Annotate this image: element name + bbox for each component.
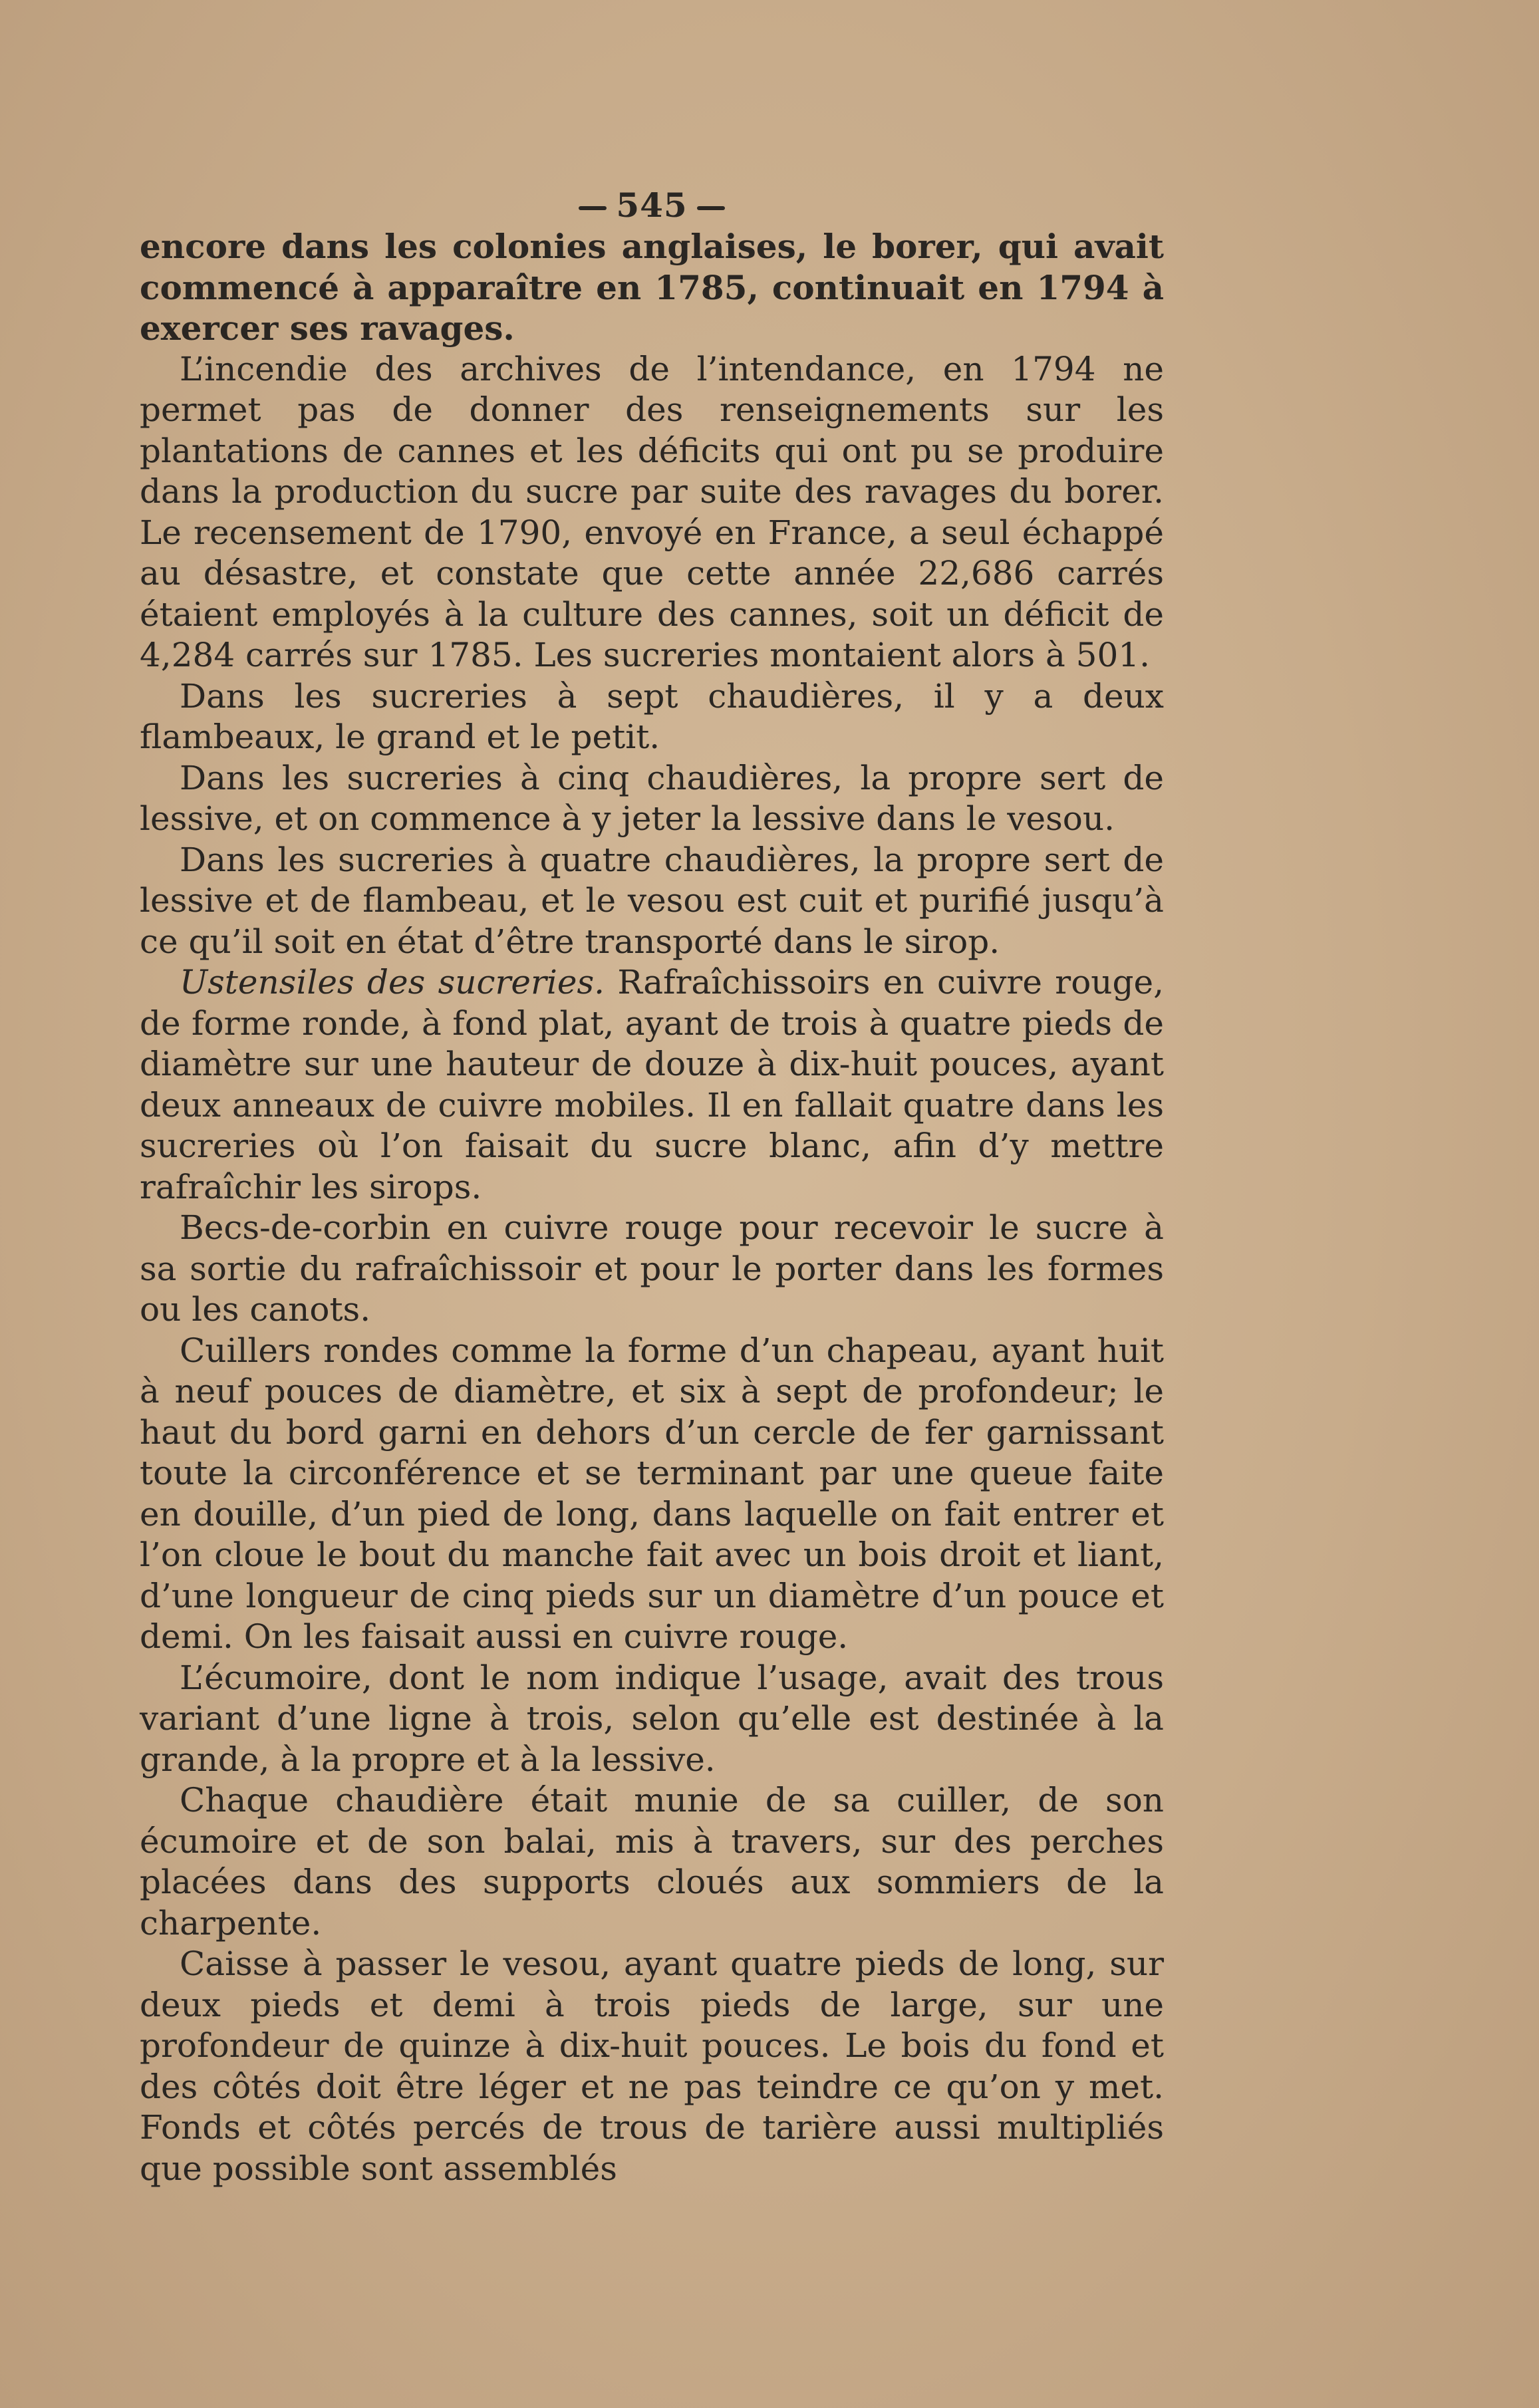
paragraph: L’écumoire, dont le nom indique l’usage, avait des trous variant d’une ligne à trois, selon qu’elle est destinée à la grande, à la propre et à la lessive. [140,1658,1164,1779]
paragraph: Caisse à passer le vesou, ayant quatre pieds de long, sur deux pieds et demi à trois pieds de large, sur une profondeur de quinze à dix-huit pouces. Le bois du fond et des côtés doit être léger et ne pas teindre ce qu’on y met. Fonds et côtés percés de trous de tarière aussi multipliés que possible sont assemblés [140,1944,1164,2188]
section-lead: Ustensiles des sucreries. [180,963,605,1002]
paragraph: Dans les sucreries à sept chaudières, il y a deux flambeaux, le grand et le petit. [140,676,1164,756]
paragraph: Becs-de-corbin en cuivre rouge pour recevoir le sucre à sa sortie du rafraîchissoir et pour le porter dans les formes ou les canots. [140,1208,1164,1329]
paragraph: Chaque chaudière était munie de sa cuiller, de son écumoire et de son balai, mis à travers, sur des perches placées dans des supports cloués aux sommiers de la charpente. [140,1781,1164,1942]
paragraph: Cuillers rondes comme la forme d’un chapeau, ayant huit à neuf pouces de diamètre, et six à sept de profondeur; le haut du bord garni en dehors d’un cercle de fer garnissant toute la circonférence et se terminant par une queue faite en douille, d’un pied de long, dans laquelle on fait entrer et l’on cloue le bout du manche fait avec un bois droit et liant, d’une longueur de cinq pieds sur un diamètre d’un pouce et demi. On les faisait aussi en cuivre rouge. [140,1331,1164,1656]
paragraph: Dans les sucreries à cinq chaudières, la propre sert de lessive, et on commence à y jeter la lessive dans le vesou. [140,758,1164,838]
folio-number: 545 [616,186,688,225]
paragraph: L’incendie des archives de l’intendance, en 1794 ne permet pas de donner des renseignements sur les plantations de cannes et les déficits qui ont pu se produire dans la production du sucre par suite des ravages du borer. Le recensement de 1790, envoyé en France, a seul échappé au désastre, et constate que cette année 22,686 carrés étaient employés à la culture des cannes, soit un déficit de 4,284 carrés sur 1785. Les sucreries montaient alors à 501. [140,349,1164,674]
page-text [140,186,1164,2189]
paragraph: encore dans les colonies anglaises, le borer, qui avait commencé à apparaître en 1785, continuait en 1794 à exercer ses ravages. [140,227,1164,348]
folio-dash-left [579,206,607,210]
paragraph: Dans les sucreries à quatre chaudières, la propre sert de lessive et de flambeau, et le vesou est cuit et purifié jusqu’à ce qu’il soit en état d’être transporté dans le sirop. [140,840,1164,961]
paragraph: Ustensiles des sucreries. Rafraîchissoirs en cuivre rouge, de forme ronde, à fond plat, ayant de trois à quatre pieds de diamètre sur une hauteur de douze à dix-huit pouces, ayant deux anneaux de cuivre mobiles. Il en fallait quatre dans les sucreries où l’on faisait du sucre blanc, afin d’y mettre rafraîchir les sirops. [140,963,1164,1206]
folio-dash-right [697,206,725,210]
